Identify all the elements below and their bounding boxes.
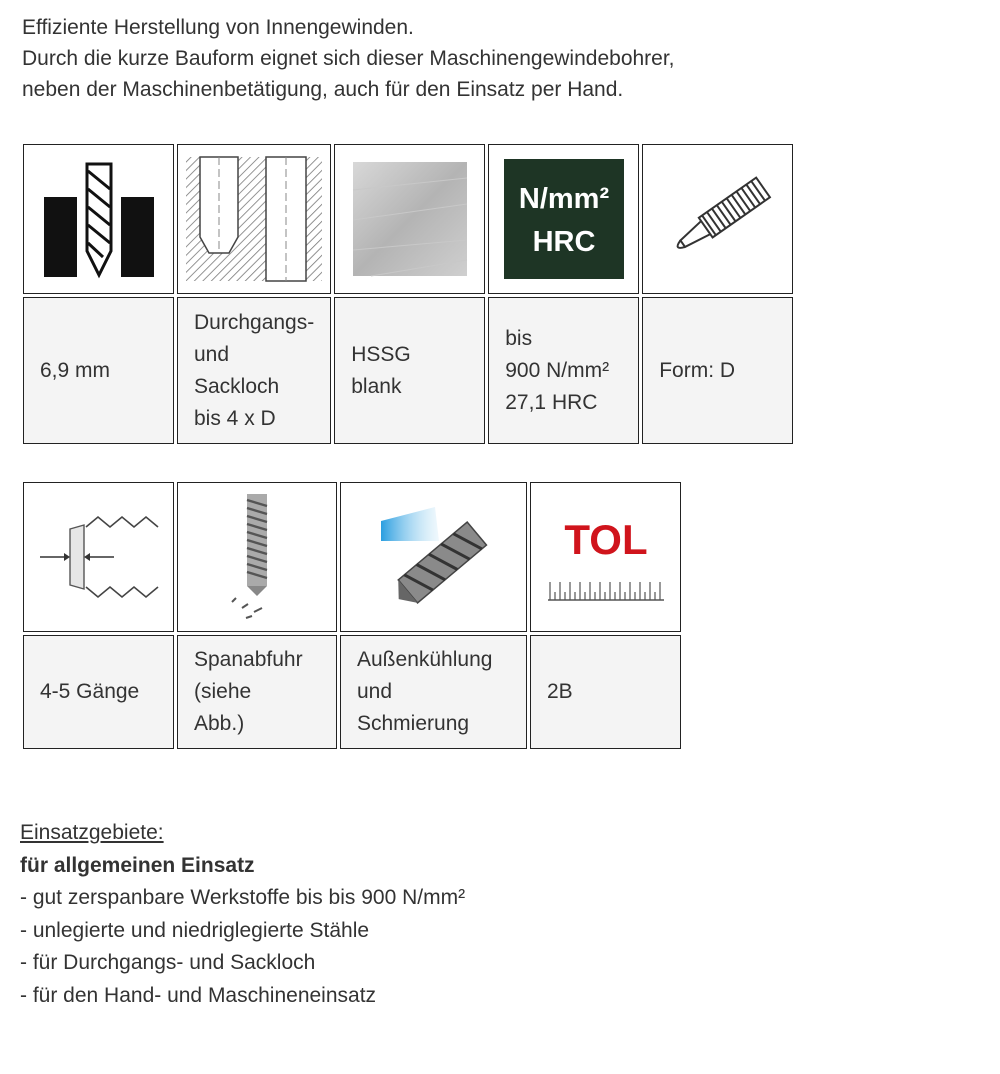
intro-line: Durch die kurze Bauform eignet sich dieser Maschinengewindebohrer, bbox=[22, 47, 675, 70]
spec-table-2 bbox=[20, 479, 684, 752]
spec-value-cell bbox=[23, 297, 174, 444]
intro-line: Effiziente Herstellung von Innengewinden. bbox=[22, 16, 414, 39]
spec-value-line: bis bbox=[505, 326, 533, 350]
list-item: - für den Hand- und Maschineneinsatz bbox=[20, 983, 377, 1007]
spec-value-line: Außenkühlung bbox=[357, 648, 493, 671]
spec-value-line: Durchgangs- bbox=[194, 310, 315, 334]
chip-removal-icon bbox=[222, 492, 292, 622]
tap-form-icon bbox=[653, 159, 783, 279]
spec-icon-cell bbox=[177, 482, 337, 632]
drill-in-hole-icon bbox=[39, 159, 159, 279]
usage-subheading: für allgemeinen Einsatz bbox=[20, 853, 255, 877]
intro-line: neben der Maschinenbetätigung, auch für den Einsatz per Hand. bbox=[22, 78, 624, 101]
list-item: - gut zerspanbare Werkstoffe bis bis 900 N/mm² bbox=[20, 886, 466, 909]
spec-value-line: 2B bbox=[547, 680, 573, 703]
spec-value-line: und bbox=[357, 680, 393, 703]
spec-value-line: 900 N/mm² bbox=[505, 358, 610, 382]
spec-value-line: und bbox=[194, 342, 230, 366]
usage-list bbox=[20, 882, 465, 1012]
list-item: - unlegierte und niedriglegierte Stähle bbox=[20, 918, 370, 942]
spec-value-line: 6,9 mm bbox=[40, 358, 111, 382]
chamfer-threads-icon bbox=[34, 507, 164, 607]
spec-icon-cell bbox=[334, 144, 485, 294]
spec-table-1 bbox=[20, 141, 796, 447]
tol-icon-label: TOL bbox=[563, 516, 648, 563]
spec-value-line: 4-5 Gänge bbox=[40, 680, 140, 703]
spec-value-cell bbox=[340, 635, 527, 749]
spec-value-line: Abb.) bbox=[194, 712, 245, 735]
usage-section bbox=[20, 817, 465, 1012]
spec-value-cell bbox=[177, 297, 331, 444]
spec-value-cell bbox=[642, 297, 793, 444]
spec-value-cell bbox=[488, 297, 639, 444]
spec-value-line: Form: D bbox=[659, 358, 736, 382]
through-and-blind-hole-icon bbox=[184, 155, 324, 283]
spec-icon-cell bbox=[530, 482, 681, 632]
spec-value-line: blank bbox=[351, 374, 402, 398]
usage-heading: Einsatzgebiete: bbox=[20, 821, 164, 844]
brushed-steel-surface-icon bbox=[351, 160, 469, 278]
tolerance-icon bbox=[544, 502, 668, 612]
strength-icon-bg bbox=[504, 159, 624, 279]
spec-value-line: HSSG bbox=[351, 342, 411, 366]
spec-value-line: (siehe bbox=[194, 680, 252, 703]
list-item: - für Durchgangs- und Sackloch bbox=[20, 951, 316, 974]
spec-value-line: bis 4 x D bbox=[194, 406, 276, 430]
spec-value-cell bbox=[334, 297, 485, 444]
spec-icon-cell bbox=[23, 144, 174, 294]
strength-icon-label: N/mm² bbox=[518, 183, 609, 215]
spec-value-line: Sackloch bbox=[194, 374, 280, 398]
spec-value-line: Schmierung bbox=[357, 712, 470, 735]
spec-icon-cell bbox=[23, 482, 174, 632]
spec-value-cell bbox=[23, 635, 174, 749]
hardness-icon-label: HRC bbox=[532, 226, 596, 258]
spec-value-cell bbox=[530, 635, 681, 749]
strength-hardness-icon bbox=[503, 158, 625, 280]
spec-icon-cell bbox=[642, 144, 793, 294]
spec-icon-cell bbox=[340, 482, 527, 632]
spec-value-line: 27,1 HRC bbox=[505, 390, 598, 414]
spec-icon-cell bbox=[488, 144, 639, 294]
intro-text bbox=[22, 12, 982, 105]
spec-icon-cell bbox=[177, 144, 331, 294]
spec-value-cell bbox=[177, 635, 337, 749]
external-cooling-icon bbox=[379, 497, 489, 617]
spec-value-line: Spanabfuhr bbox=[194, 648, 303, 671]
